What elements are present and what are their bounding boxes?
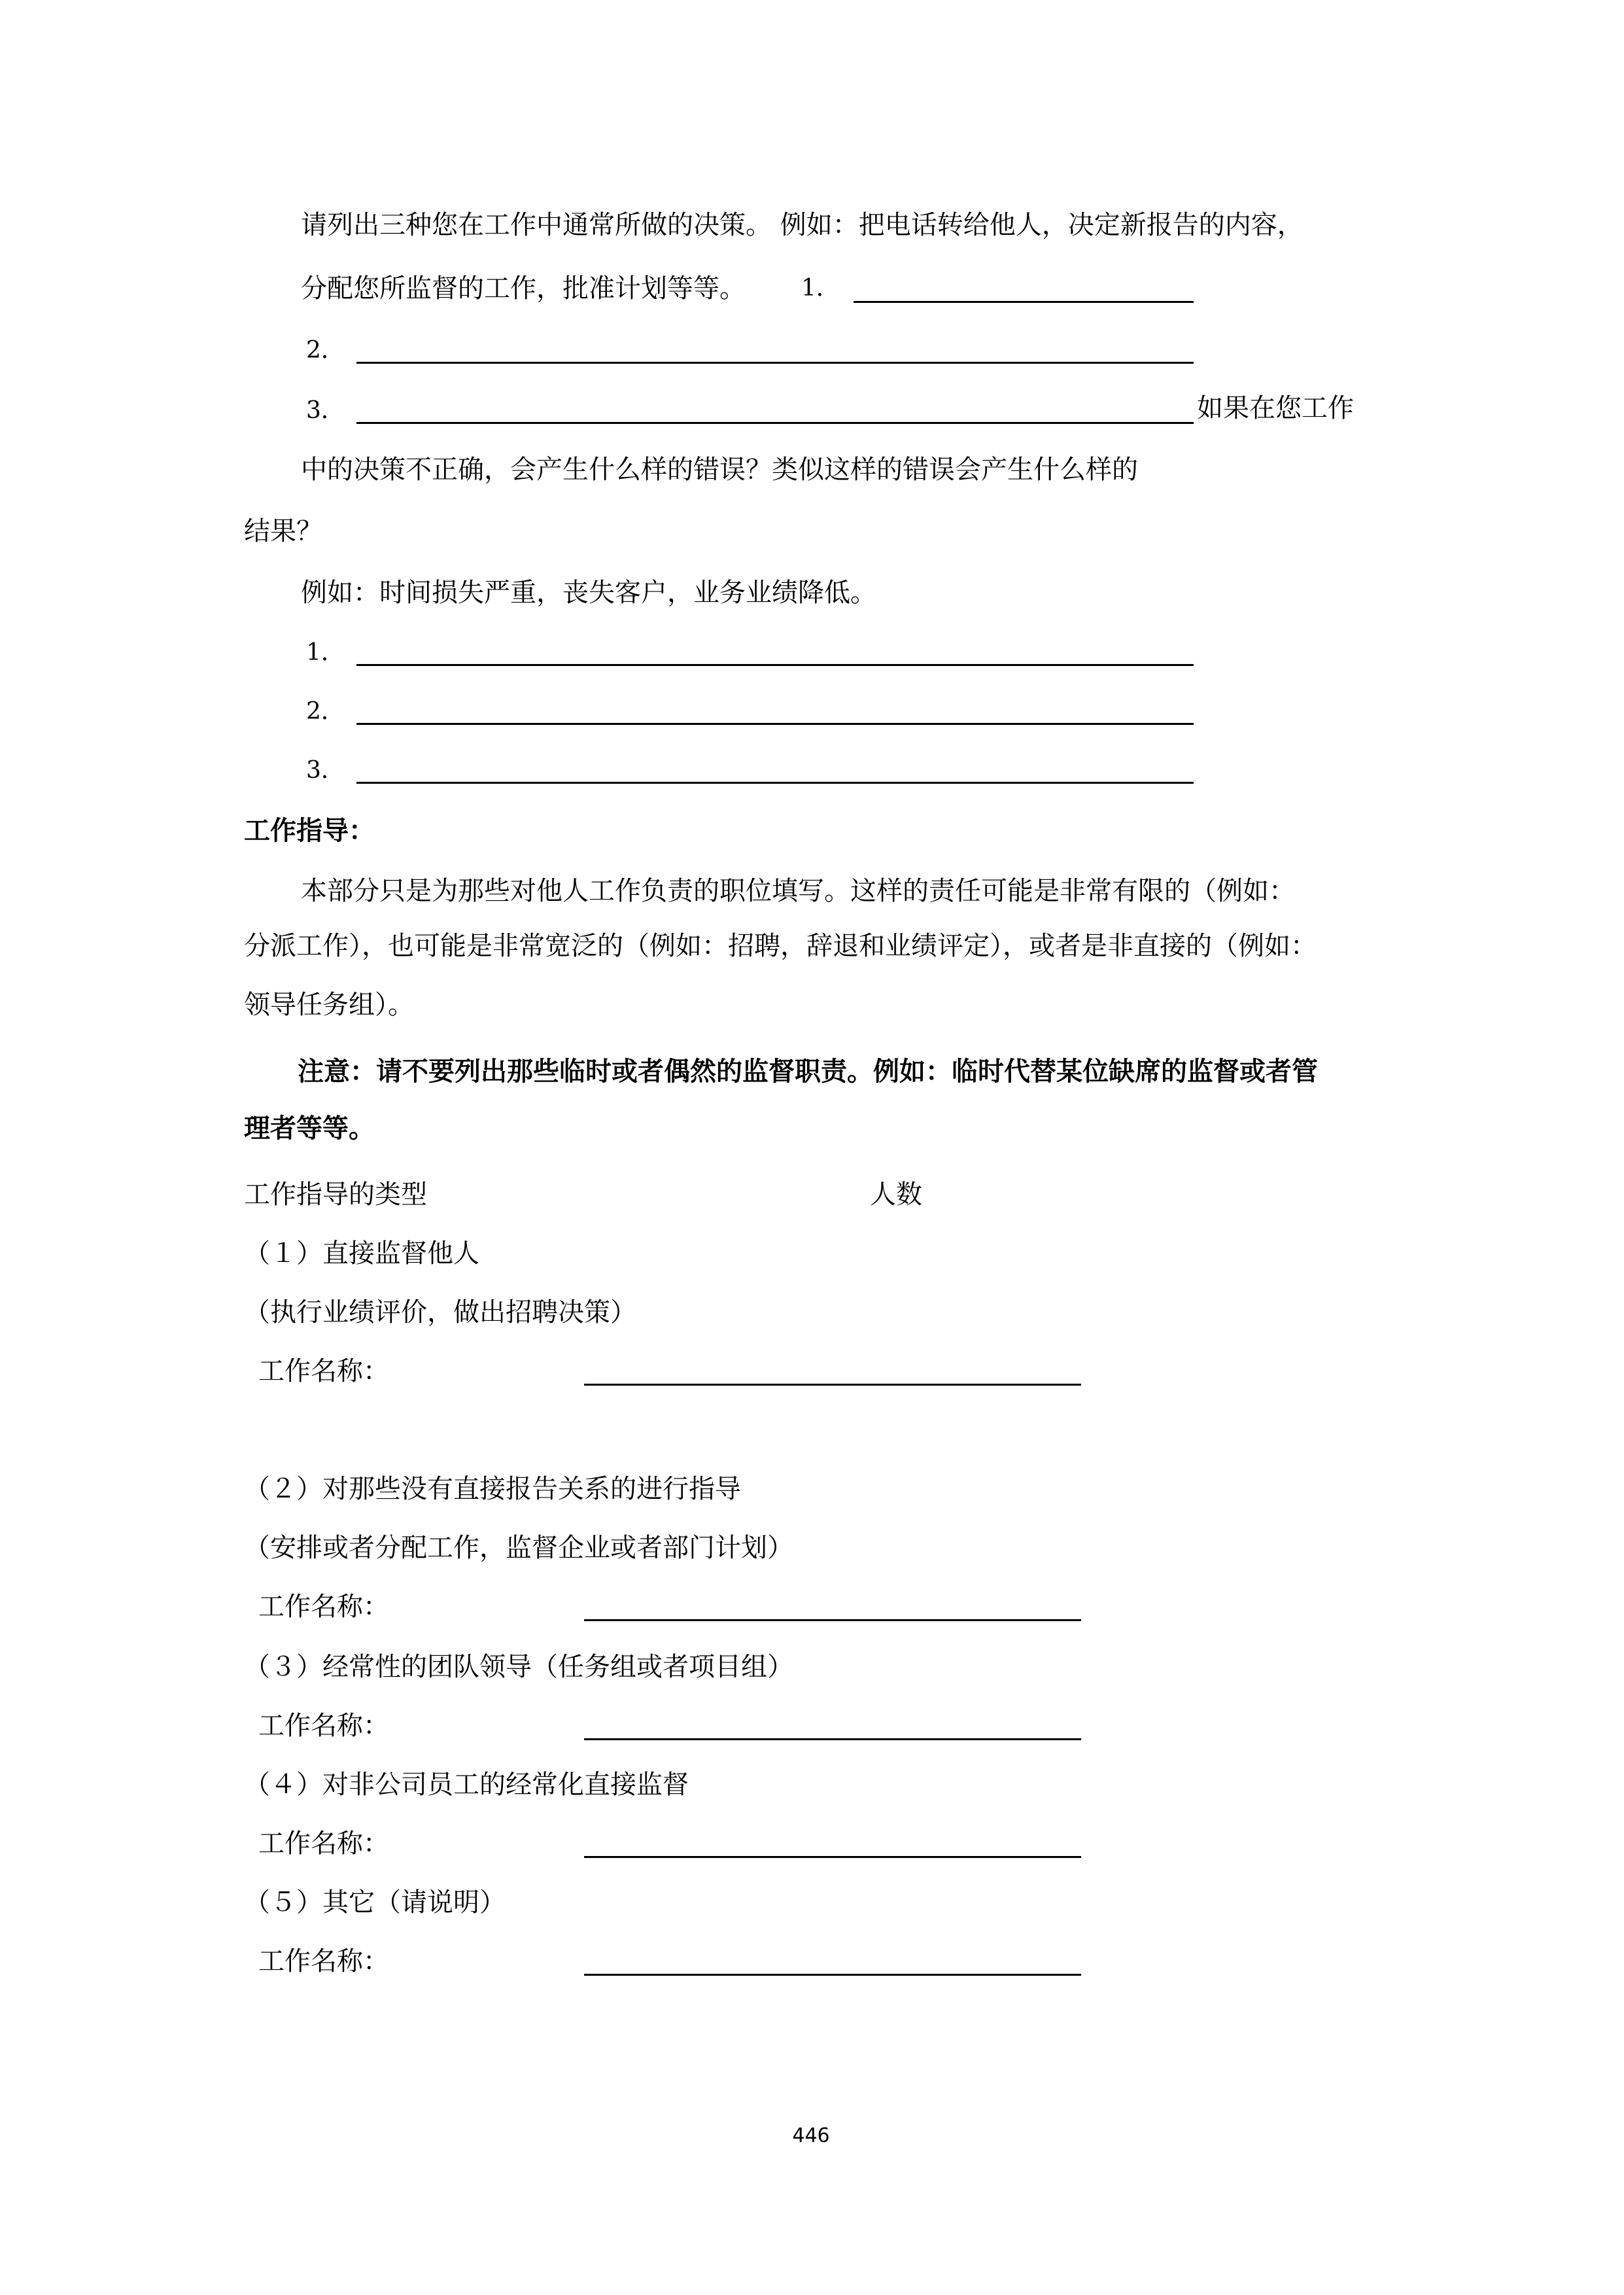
column-header-count: 人数 [870,1180,922,1210]
item5-title: （５）其它（请说明） [244,1887,506,1918]
guidance-para-line3: 领导任务组）。 [244,990,414,1020]
errors-example: 例如：时间损失严重，丧失客户，业务业绩降低。 [301,578,876,608]
decision-2-blank[interactable] [356,362,1194,364]
item4-job-name-label: 工作名称： [258,1829,389,1859]
item3-title: （３）经常性的团队领导（任务组或者项目组） [244,1652,793,1682]
guidance-heading: 工作指导： [244,815,375,846]
item4-title: （４）对非公司员工的经常化直接监督 [244,1770,689,1800]
errors-question-line3: 结果？ [244,516,322,546]
item5-job-name-blank[interactable] [584,1974,1081,1976]
item3-job-name-label: 工作名称： [258,1711,389,1741]
decision-1-blank[interactable] [854,301,1194,303]
guidance-note-line1: 注意：请不要列出那些临时或者偶然的监督职责。例如：临时代替某位缺席的监督或者管 [298,1056,1318,1087]
decision-2-number: 2． [306,337,345,364]
decisions-intro-line2: 分配您所监督的工作，批准计划等等。 [301,273,746,304]
column-header-type: 工作指导的类型 [244,1180,427,1210]
item2-job-name-blank[interactable] [584,1619,1081,1621]
error-3-blank[interactable] [356,782,1194,784]
error-2-blank[interactable] [356,723,1194,725]
error-1-number: 1． [306,639,345,666]
errors-question-line2: 中的决策不正确，会产生什么样的错误？类似这样的错误会产生什么样的 [301,455,1138,485]
error-2-number: 2． [306,698,345,725]
item1-desc: （执行业绩评价，做出招聘决策） [244,1297,636,1327]
page-number: 446 [792,2124,830,2147]
decisions-intro-line1: 请列出三种您在工作中通常所做的决策。 例如：把电话转给他人，决定新报告的内容， [301,210,1304,240]
decision-3-number: 3． [306,397,345,424]
item1-job-name-blank[interactable] [584,1384,1081,1386]
item5-job-name-label: 工作名称： [258,1946,389,1976]
decision-1-number: 1． [801,275,840,302]
errors-question-tail: 如果在您工作 [1197,393,1354,423]
guidance-para-line2: 分派工作），也可能是非常宽泛的（例如：招聘，辞退和业绩评定），或者是非直接的（例如： [244,931,1317,961]
item1-title: （１）直接监督他人 [244,1238,479,1269]
error-1-blank[interactable] [356,664,1194,666]
guidance-para-line1: 本部分只是为那些对他人工作负责的职位填写。这样的责任可能是非常有限的（例如： [301,876,1295,906]
error-3-number: 3． [306,757,345,784]
item3-job-name-blank[interactable] [584,1738,1081,1740]
guidance-note-line2: 理者等等。 [244,1113,375,1144]
decision-3-blank[interactable] [356,422,1194,424]
item1-job-name-label: 工作名称： [258,1356,389,1386]
item2-title: （２）对那些没有直接报告关系的进行指导 [244,1474,741,1504]
item4-job-name-blank[interactable] [584,1856,1081,1858]
item2-job-name-label: 工作名称： [258,1592,389,1622]
item2-desc: （安排或者分配工作，监督企业或者部门计划） [244,1533,793,1563]
